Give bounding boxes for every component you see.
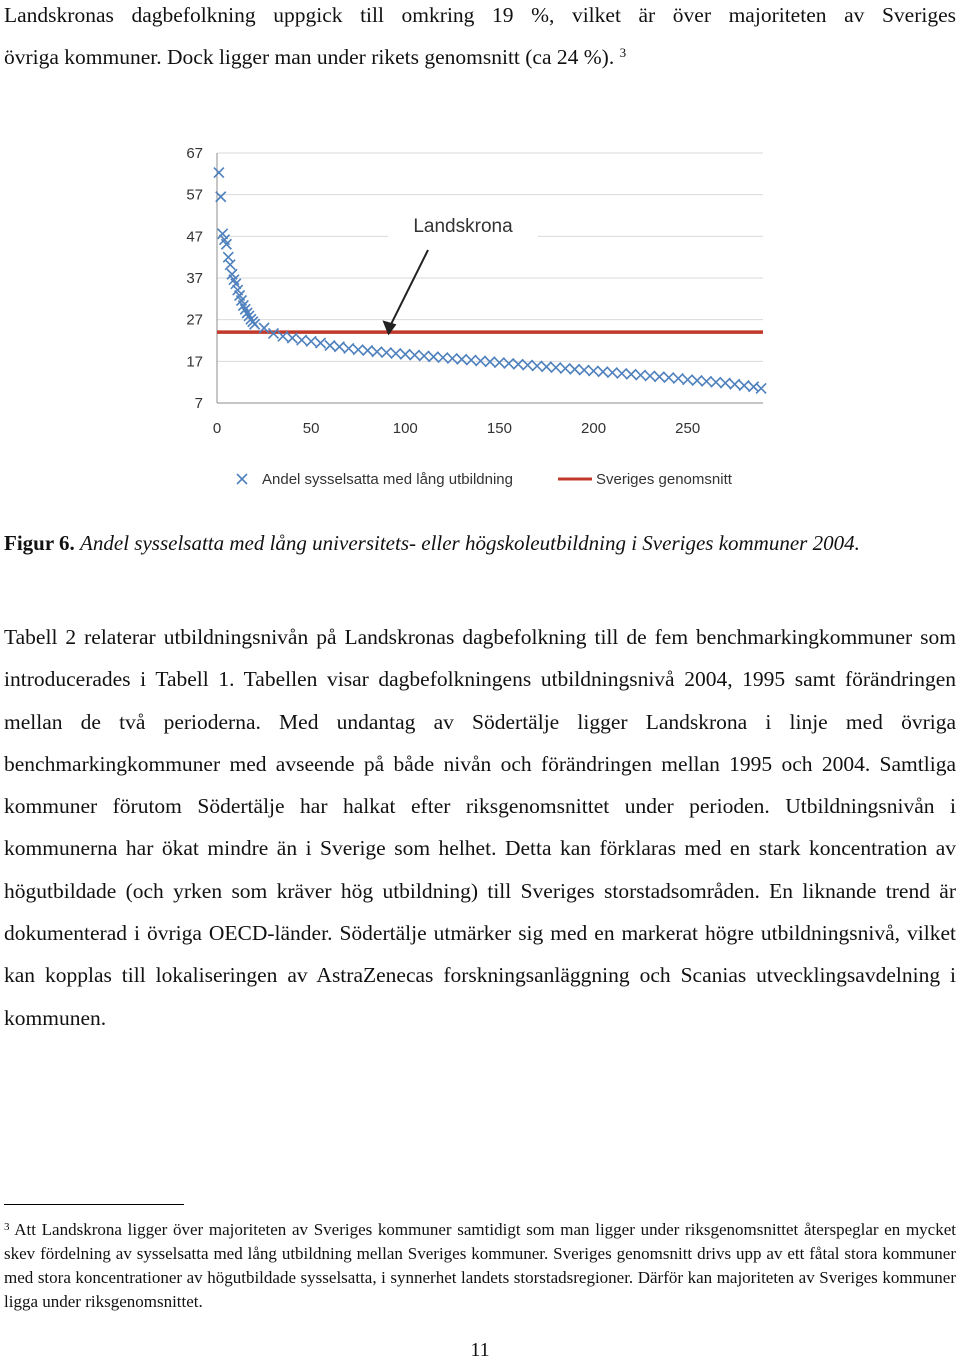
intro-line-1: Landskronas dagbefolkning uppgick till omkring 19 %, vilket är över majoriteten av Sveriges xyxy=(4,3,956,27)
data-point xyxy=(617,368,627,378)
data-point xyxy=(494,358,504,368)
data-point xyxy=(532,361,542,371)
data-point xyxy=(400,349,410,359)
data-point xyxy=(504,358,514,368)
caption-label: Figur 6. xyxy=(4,531,75,555)
intro-paragraph xyxy=(4,0,956,78)
data-point xyxy=(579,365,589,375)
footnote-ref: 3 xyxy=(619,45,627,60)
legend-label-scatter: Andel sysselsatta med lång utbildning xyxy=(262,471,513,488)
data-point xyxy=(607,368,617,378)
data-point xyxy=(429,352,439,362)
data-point xyxy=(447,353,457,363)
scatter-chart xyxy=(170,130,790,500)
data-point xyxy=(297,335,307,345)
x-tick-label: 100 xyxy=(392,420,418,437)
data-point xyxy=(692,376,702,386)
data-point xyxy=(560,363,570,373)
x-tick-label: 200 xyxy=(581,420,607,437)
y-tick-label: 27 xyxy=(186,311,203,329)
y-tick-label: 7 xyxy=(194,395,203,412)
data-point xyxy=(316,338,326,348)
legend xyxy=(237,471,733,488)
data-point xyxy=(711,377,721,387)
annotation-label: Landskrona xyxy=(413,216,513,237)
data-point xyxy=(306,336,316,346)
data-point xyxy=(541,362,551,372)
data-point xyxy=(749,382,759,392)
data-point xyxy=(419,351,429,361)
data-point xyxy=(381,348,391,358)
data-point xyxy=(645,371,655,381)
body-paragraph: Tabell 2 relaterar utbildningsnivån på Landskronas dagbefolkning till de fem benchmarkingkommuner som introducerades i Tabell 1. Tabellen visar dagbefolkningens utbildningsnivå 2004, 1995 samt förändringen mellan de två perioderna. Med undantag av Södertälje ligger Landskrona i linje med övriga benchmarkingkommuner med avseende på både nivån och förändringen mellan 1995 och 2004. Samtliga kommuner förutom Södertälje har halkat efter riksgenomsnittet under perioden. Utbildningsnivån i kommunerna har ökat mindre än i Sverige som helhet. Detta kan förklaras med en stark koncentration av högutbildade (och yrken som kräver hög utbildning) till Sveriges storstadsområden. En liknande trend är dokumenterad i övriga OECD-länder. Södertälje utmärker sig med en markerat högre utbildningsnivå, vilket kan kopplas till lokaliseringen av AstraZenecas forskningsanläggning och Scanias utvecklingsavdelning i kommunen. xyxy=(4,625,956,1030)
x-tick-label: 250 xyxy=(675,420,701,437)
y-tick-label: 17 xyxy=(186,353,203,371)
y-tick-label: 47 xyxy=(186,228,203,246)
data-point xyxy=(391,348,401,358)
caption-text: Andel sysselsatta med lång universitets- eller högskoleutbildning i Sveriges kommuner 2004. xyxy=(80,531,860,555)
data-point xyxy=(457,354,467,364)
page-number: 11 xyxy=(470,1339,490,1361)
x-tick-label: 50 xyxy=(302,420,320,437)
data-point xyxy=(225,260,235,270)
data-point xyxy=(287,333,297,343)
data-point xyxy=(730,379,740,389)
data-point xyxy=(353,345,363,355)
data-point xyxy=(325,341,335,351)
data-point xyxy=(344,343,354,353)
footnote-divider xyxy=(4,1204,184,1205)
data-point xyxy=(683,375,693,385)
intro-line-2: övriga kommuner. Dock ligger man under rikets genomsnitt (ca 24 %). xyxy=(4,45,615,69)
data-point xyxy=(756,383,766,393)
data-point xyxy=(410,350,420,360)
figure-caption xyxy=(4,528,956,558)
data-point xyxy=(673,373,683,383)
data-point xyxy=(589,366,599,376)
footnote-number: 3 xyxy=(4,1221,10,1233)
axes xyxy=(186,145,763,437)
footnote-text: Att Landskrona ligger över majoriteten av Sveriges kommuner samtidigt som man ligger under riksgenomsnittet återspeglar en mycket skev fördelning av sysselsatta med lång utbildning mellan Sveriges kommuner. Sveriges genomsnitt drivs upp av ett fåtal stora kommuner med stora koncentrationer av högutbildade sysselsatta, i synnerhet landets storstadsregioner. Därför kan majoriteten av Sveriges kommuner ligga under riksgenomsnittet. xyxy=(4,1220,957,1311)
data-point xyxy=(664,373,674,383)
grid-lines xyxy=(217,153,763,361)
data-point xyxy=(654,372,664,382)
data-point xyxy=(626,369,636,379)
y-tick-label: 37 xyxy=(186,270,203,287)
footnote xyxy=(4,1218,956,1314)
annotation-arrow-line xyxy=(390,250,428,325)
x-tick-label: 0 xyxy=(212,420,222,437)
y-tick-label: 57 xyxy=(186,186,203,204)
data-point xyxy=(372,347,382,357)
data-point xyxy=(513,359,523,369)
legend-label-line: Sveriges genomsnitt xyxy=(596,471,732,488)
data-point xyxy=(598,367,608,377)
data-point xyxy=(739,381,749,391)
data-point xyxy=(720,378,730,388)
y-tick-label: 67 xyxy=(186,145,203,162)
data-points xyxy=(214,168,766,394)
data-point xyxy=(363,346,373,356)
data-point xyxy=(466,355,476,365)
data-point xyxy=(223,252,233,262)
data-point xyxy=(636,370,646,380)
legend-marker-scatter xyxy=(237,474,247,484)
data-point xyxy=(551,363,561,373)
data-point xyxy=(334,342,344,352)
x-tick-label: 150 xyxy=(486,420,512,437)
data-point xyxy=(570,364,580,374)
data-point xyxy=(214,168,224,178)
annotation-layer xyxy=(382,203,538,335)
data-point xyxy=(702,376,712,386)
